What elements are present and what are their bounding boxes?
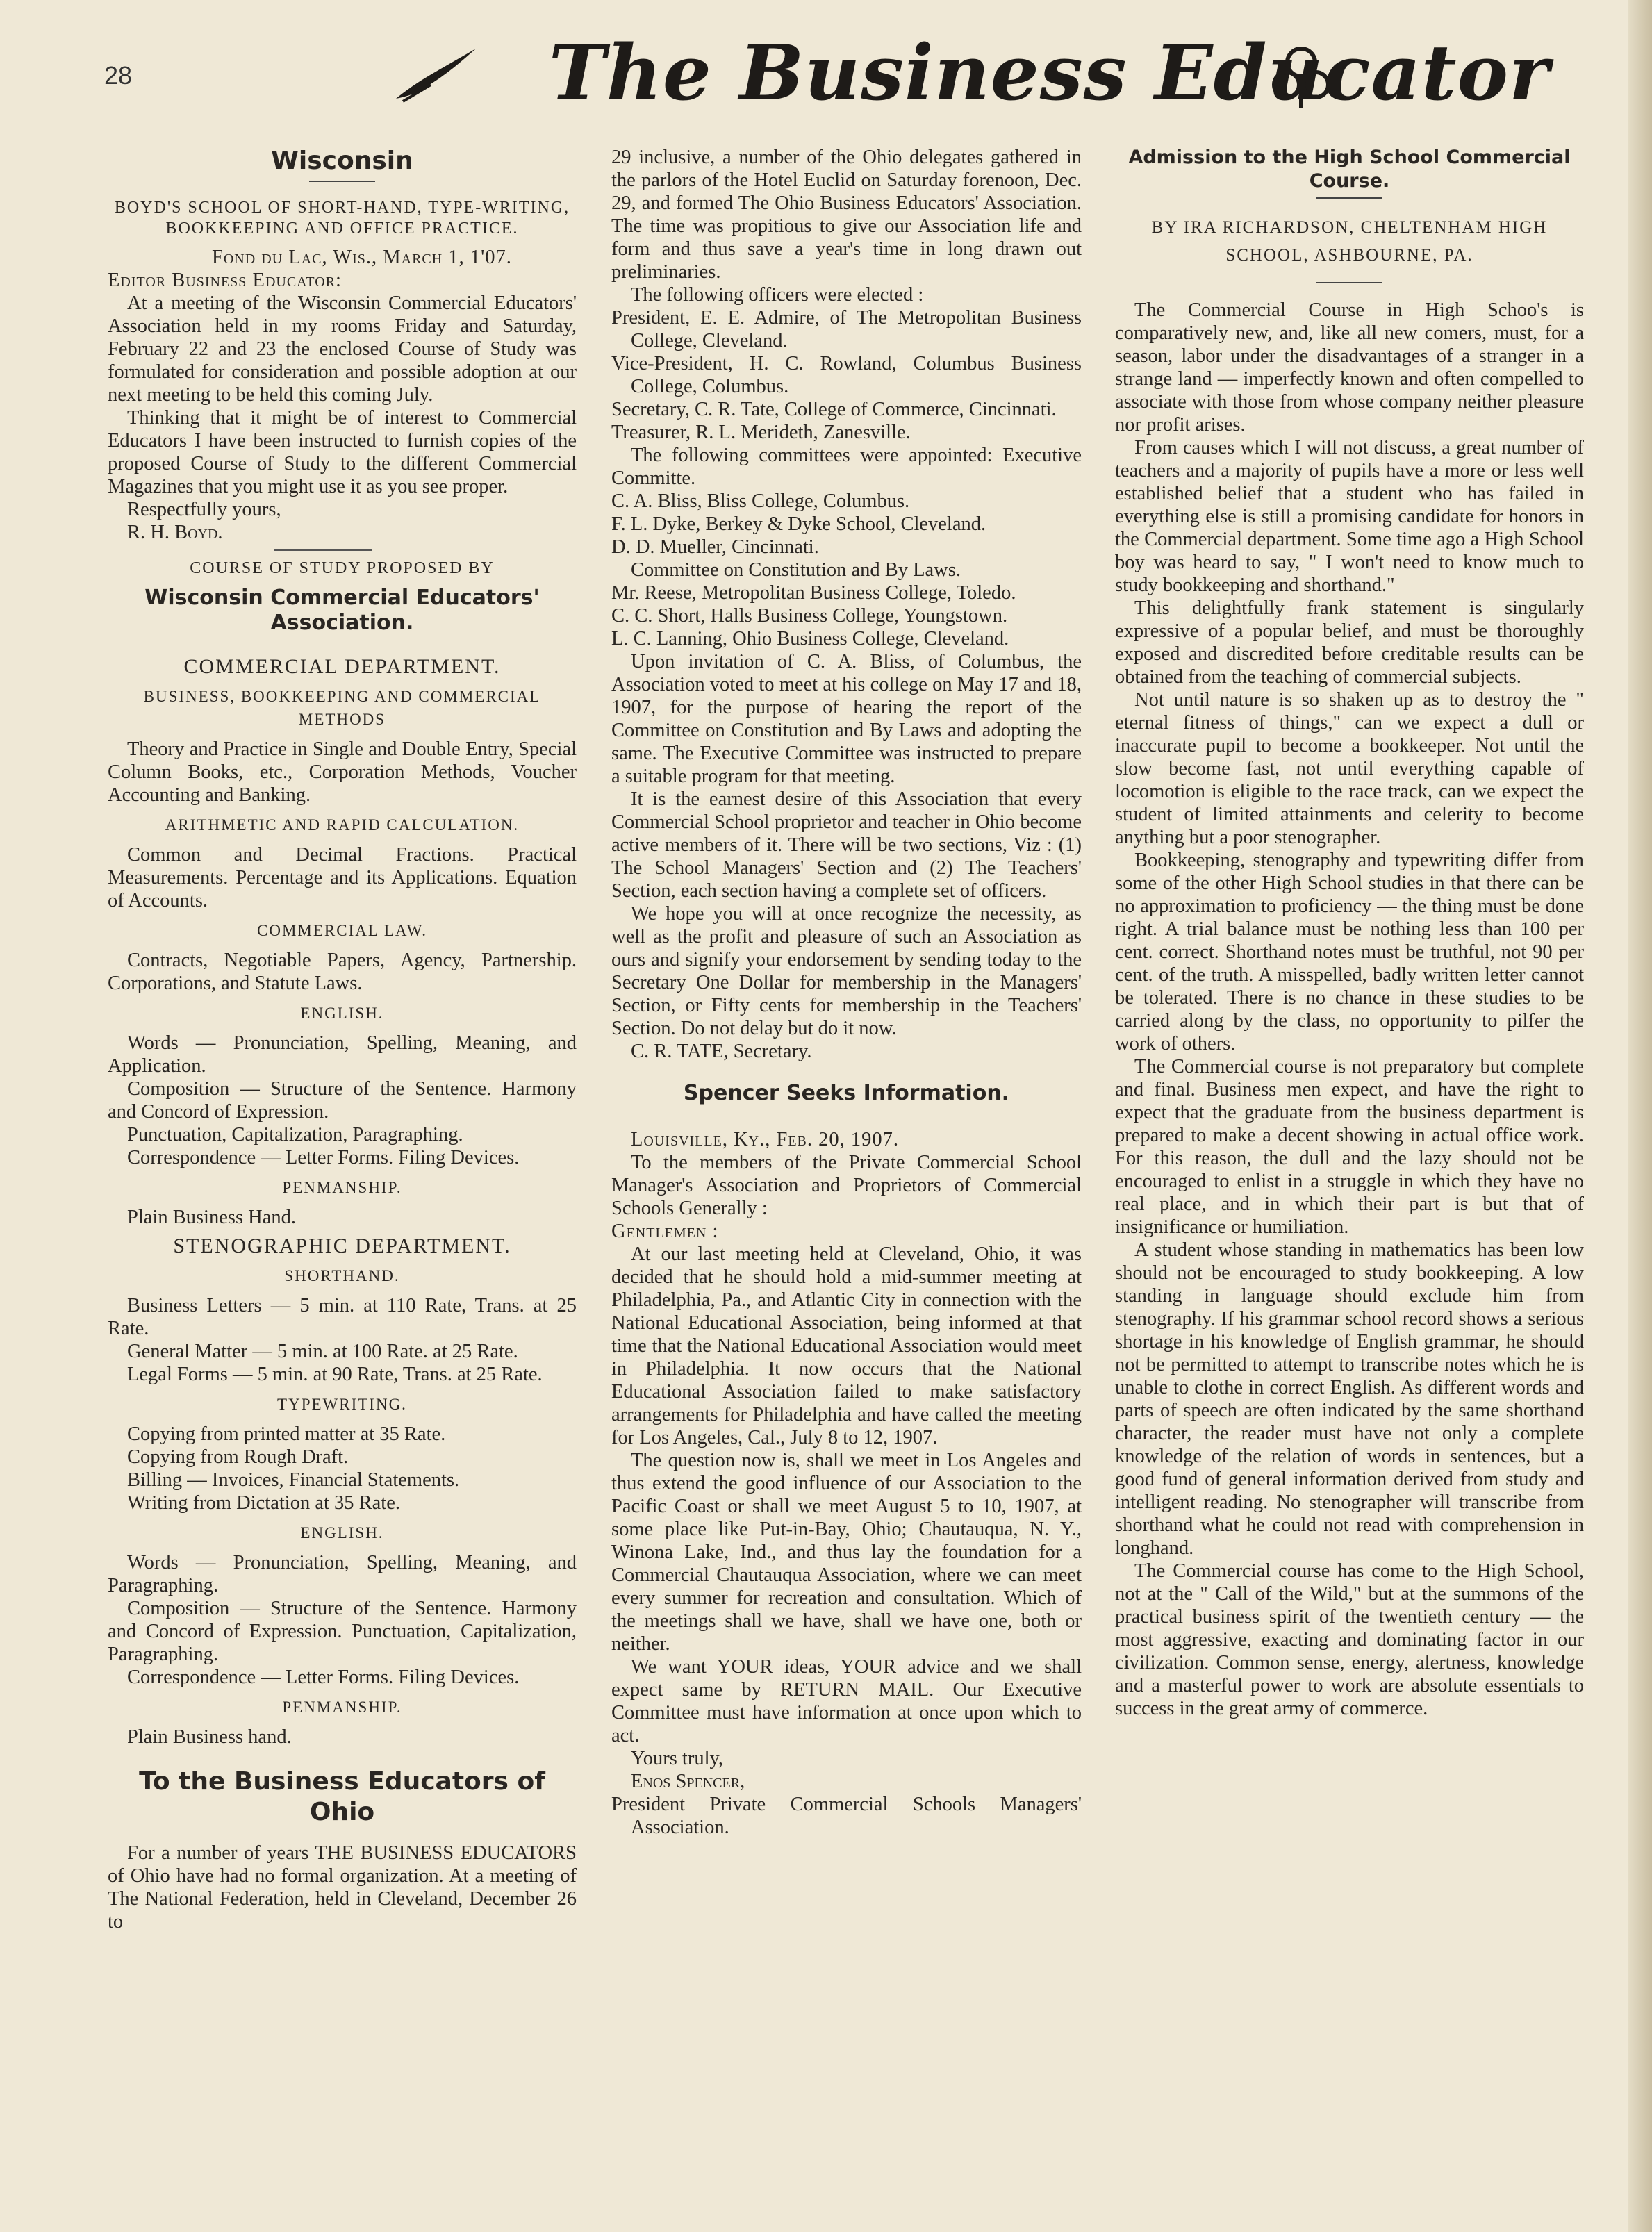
course-text: Billing — Invoices, Financial Statements. [127,1469,460,1491]
committee-entry: Committee on Constitution and By Laws. [631,559,961,581]
association-heading: Wisconsin Commercial Educators' Association. [144,586,540,635]
signer: C. R. TATE, Secretary. [631,1041,812,1062]
emblem-icon [1271,42,1331,111]
course-text: Theory and Practice in Single and Double Entry, Special Column Books, etc., Corporation Methods, Voucher Accounting and Banking. [108,738,577,806]
paragraph: A student whose standing in mathematics has been low should not be encouraged to study bookkeeping. A low standing in language should exclude him from stenography. If his grammar school record shows a serious shortage in his knowledge of English grammar, he should not be permitted to attempt to transcribe notes which he is unable to clothe in correct English. As different words and parts of speech are often indicated by the same shorthand character, the reader must have not only a complete knowledge of the relation of words in sentences, but a good fund of general information derived from study and intelligent reading. No stenographer will transcribe from shorthand what he could not read with comprehension in longhand. [1115,1239,1584,1559]
committee-entry: C. C. Short, Halls Business College, Youngstown. [611,605,1008,627]
paragraph: From causes which I will not discuss, a great number of teachers and a majority of pupils have a more or less well established belief that a student who has failed in everything else is still a promising candidate for honors in the Commercial department. Some time ago a High School boy was heard to say, " I won't need to know much to study bookkeeping and shorthand." [1115,437,1584,596]
paragraph: The following committees were appointed: Executive Committe. [611,445,1082,489]
paragraph: Thinking that it might be of interest to Commercial Educators I have been instructed to furnish copies of the proposed Course of Study to the different Commercial Magazines that you might use it as you see proper. [108,407,577,497]
course-text: Contracts, Negotiable Papers, Agency, Partnership. Corporations, and Statute Laws. [108,950,577,994]
divider [274,549,372,551]
course-text: Common and Decimal Fractions. Practical Measurements. Percentage and its Applications. Equation of Accounts. [108,844,577,911]
course-text: Plain Business hand. [127,1726,292,1748]
paragraph: For a number of years THE BUSINESS EDUCATORS of Ohio have had no formal organization. At a meeting of The National Federation, held in Cleveland, December 26 to [108,1842,577,1933]
course-text: Words — Pronunciation, Spelling, Meaning, and Paragraphing. [108,1552,577,1596]
closing: Respectfully yours, [127,499,281,520]
course-text: Business Letters — 5 min. at 110 Rate, Trans. at 25 Rate. [108,1295,577,1339]
paragraph: Bookkeeping, stenography and typewriting differ from some of the other High School studies in that there can be no approximation to proficiency — the thing must be done right. A trial balance must be nothing less than 100 per cent. correct. Shorthand notes must be truthful, not 90 per cent. of the truth. A misspelled, badly written letter cannot be tolerated. There is no chance in these studies to be carried along by the class, no opportunity to pilfer the work of others. [1115,850,1584,1055]
officer-entry: Secretary, C. R. Tate, College of Commerce, Cincinnati. [611,399,1057,420]
paragraph: We want YOUR ideas, YOUR advice and we shall expect same by RETURN MAIL. Our Executive Committee must have information at once upon which to act. [611,1656,1082,1746]
divider [309,181,375,182]
section-heading-spencer: Spencer Seeks Information. [683,1081,1010,1105]
paragraph: The Commercial course is not preparatory but complete and final. Business men expect, and have the right to expect that the graduate from the business department is prepared to make a decent showing in actual office work. For this reason, the dull and the lazy should not be encouraged to enlist in a struggle in which they have no real place, and in which their part is but that of insignificance or humiliation. [1115,1056,1584,1238]
paragraph: This delightfully frank statement is singularly expressive of a popular belief, and must be thoroughly exposed and discredited before creditable results can be obtained from the teaching of commercial subjects. [1115,597,1584,688]
column-2 [611,146,1082,1839]
paragraph: We hope you will at once recognize the necessity, as well as the profit and pleasure of such an Association as ours and signify your endorsement by sending today to the Secretary One Dollar for membership in the Managers' Section, or Fifty cents for membership in the Teachers' Section. Do not delay but do it now. [611,903,1082,1039]
signer: Enos Spencer, [631,1771,745,1792]
article-heading: Admission to the High School Commercial Course. [1128,147,1571,192]
section-heading-ohio: To the Business Educators of Ohio [139,1767,545,1826]
masthead [0,28,1652,139]
officer-entry: Treasurer, R. L. Merideth, Zanesville. [611,422,911,443]
course-text: Correspondence — Letter Forms. Filing Devices. [127,1667,520,1688]
paragraph: 29 inclusive, a number of the Ohio delegates gathered in the parlors of the Hotel Euclid on Saturday forenoon, Dec. 29, and formed The Ohio Business Educators' Association. The time was propitious to give our Association life and form and thus save a year's time in long drawn out preliminaries. [611,147,1082,283]
department-title: STENOGRAPHIC DEPARTMENT. [173,1234,511,1257]
subsection-title: TYPEWRITING. [277,1396,407,1413]
course-text: Words — Pronunciation, Spelling, Meaning, and Application. [108,1032,577,1077]
committee-entry: D. D. Mueller, Cincinnati. [611,536,819,558]
department-title: COMMERCIAL DEPARTMENT. [183,655,501,678]
section-heading-wisconsin: Wisconsin [271,147,413,175]
committee-entry: F. L. Dyke, Berkey & Dyke School, Cleveland. [611,513,986,535]
paragraph: The Commercial course has come to the High School, not at the " Call of the Wild," but at the summons of the practical business spirit of the twentieth century — the most aggressive, exacting and dominating factor in our civilization. Common sense, energy, alertness, knowledge and a masterful power to work are absolute essentials to success in the great army of commerce. [1115,1560,1584,1719]
school-line: BOYD'S SCHOOL OF SHORT-HAND, TYPE-WRITING, BOOKKEEPING AND OFFICE PRACTICE. [114,199,570,238]
subsection-title: SHORTHAND. [284,1267,400,1284]
course-text: Composition — Structure of the Sentence. Harmony and Concord of Expression. [108,1078,577,1123]
byline: BY IRA RICHARDSON, CHELTENHAM HIGH SCHOOL, ASHBOURNE, PA. [1151,218,1548,265]
divider [1316,197,1382,199]
committee-entry: Mr. Reese, Metropolitan Business College, Toledo. [611,582,1016,604]
divider [1316,282,1382,283]
signer: R. H. Boyd. [127,522,223,543]
dateline: Fond du Lac, Wis., March 1, 1'07. [212,247,512,268]
paragraph: At our last meeting held at Cleveland, Ohio, it was decided that he should hold a mid-summer meeting at Philadelphia, Pa., and Atlantic City in connection with the National Educational Association, being informed at that time that the National Educational Association would meet in Philadelphia. It now occurs that the National Educational Association failed to make satisfactory arrangements for Philadelphia and have called the meeting for Los Angeles, Cal., July 8 to 12, 1907. [611,1243,1082,1448]
quill-icon [389,43,479,106]
course-text: Punctuation, Capitalization, Paragraphing. [127,1124,463,1146]
course-text: Copying from printed matter at 35 Rate. [127,1423,446,1445]
committee-entry: L. C. Lanning, Ohio Business College, Cleveland. [611,628,1009,650]
subsection-title: ARITHMETIC AND RAPID CALCULATION. [165,816,520,834]
masthead-title: The Business Educator [549,28,1551,117]
course-text: Writing from Dictation at 35 Rate. [127,1492,401,1514]
course-text: Legal Forms — 5 min. at 90 Rate, Trans. at 25 Rate. [127,1364,543,1385]
paragraph: Upon invitation of C. A. Bliss, of Columbus, the Association voted to meet at his college on May 17 and 18, 1907, for the purpose of hearing the report of the Committee on Constitution and By Laws and adopting the same. The Executive Committee was instructed to prepare a suitable program for that meeting. [611,651,1082,787]
paragraph: The following officers were elected : [631,284,924,306]
dateline: Louisville, Ky., Feb. 20, 1907. [631,1129,900,1150]
page-number: 28 [104,61,133,90]
closing: Yours truly, [631,1748,724,1769]
column-3 [1115,146,1584,1720]
subsection-title: PENMANSHIP. [282,1179,402,1196]
course-text: Copying from Rough Draft. [127,1446,349,1468]
paragraph: To the members of the Private Commercial School Manager's Association and Proprietors of Commercial Schools Generally : [611,1152,1082,1219]
subsection-title: ENGLISH. [300,1524,384,1541]
subsection-title: PENMANSHIP. [282,1698,402,1716]
course-line: COURSE OF STUDY PROPOSED BY [190,559,495,577]
page-edge [1628,0,1652,2232]
course-text: General Matter — 5 min. at 100 Rate. at 25 Rate. [127,1341,518,1362]
column-1 [108,146,577,1933]
officer-entry: Vice-President, H. C. Rowland, Columbus Business College, Columbus. [611,353,1082,397]
course-text: Composition — Structure of the Sentence. Harmony and Concord of Expression. Punctuation, Capitalization, Paragraphing. [108,1598,577,1665]
paragraph: The question now is, shall we meet in Los Angeles and thus extend the good influence of our Association to the Pacific Coast or shall we meet August 5 to 10, 1907, at some place like Put-in-Bay, Ohio; Chautauqua, N. Y., Winona Lake, Ind., and thus lay the foundation for a Commercial Chautauqua Association, where we can meet every summer for recreation and consultation. Which of the meetings shall we have, shall we have one, both or neither. [611,1450,1082,1655]
committee-entry: C. A. Bliss, Bliss College, Columbus. [611,490,910,512]
subsection-title: ENGLISH. [300,1005,384,1022]
subsection-title: COMMERCIAL LAW. [257,922,427,939]
course-text: Plain Business Hand. [127,1207,297,1228]
paragraph: Not until nature is so shaken up as to destroy the " eternal fitness of things," can we expect a dull or inaccurate pupil to become a bookkeeper. Not until the slow become fast, not until everything capable of locomotion is eligible to the race track, can we expect the student of limited attainments and celerity to become anything but a poor stenographer. [1115,689,1584,848]
paragraph: At a meeting of the Wisconsin Commercial Educators' Association held in my rooms Friday and Saturday, February 22 and 23 the enclosed Course of Study was formulated for consideration and possible adoption at our next meeting to be held this coming July. [108,292,577,406]
signer-title: President Private Commercial Schools Managers' Association. [611,1794,1082,1838]
subsection-title: BUSINESS, BOOKKEEPING AND COMMERCIAL METHODS [143,688,541,728]
salutation: Editor Business Educator: [108,270,342,291]
officer-entry: President, E. E. Admire, of The Metropolitan Business College, Cleveland. [611,307,1082,352]
paragraph: The Commercial Course in High Schoo's is comparatively new, and, like all new comers, must, for a season, labor under the disadvantages of a stranger in a strange land — imperfectly known and often compelled to associate with those from whose company neither pleasure nor profit arises. [1115,299,1584,436]
paragraph: It is the earnest desire of this Association that every Commercial School proprietor and teacher in Ohio become active members of it. There will be two sections, Viz : (1) The School Managers' Section and (2) The Teachers' Section, each section having a complete set of officers. [611,788,1082,902]
salutation: Gentlemen : [611,1221,719,1242]
course-text: Correspondence — Letter Forms. Filing Devices. [127,1147,520,1168]
